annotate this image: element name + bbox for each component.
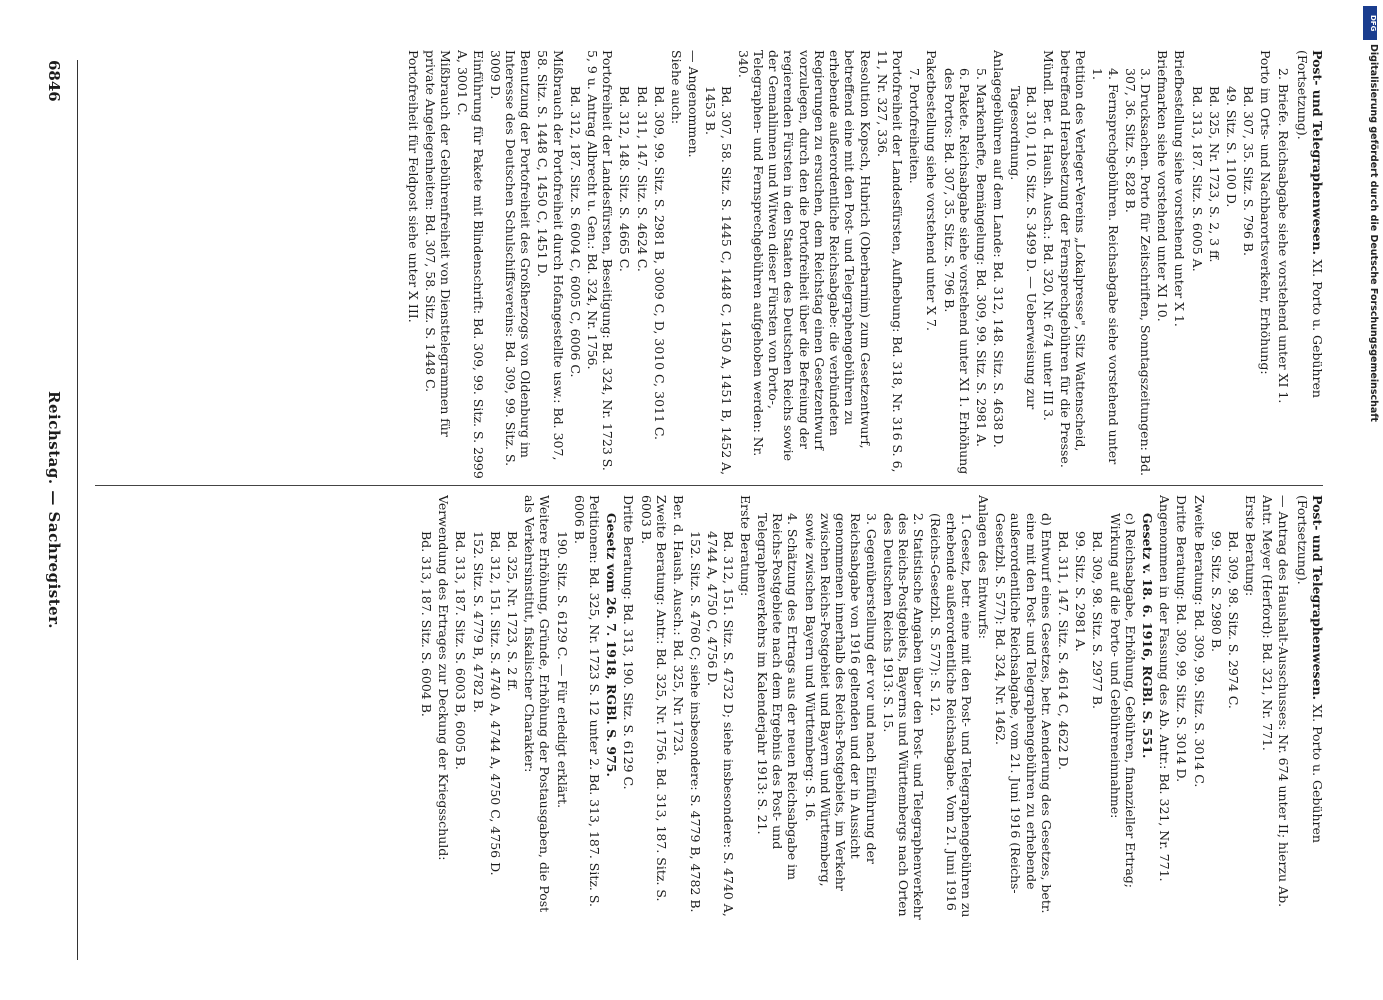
index-entry: 152. Sitz. S. 4779 B, 4782 B.: [470, 531, 486, 713]
index-entry: Erste Beratung:: [737, 495, 753, 597]
index-entry: Anlagen des Entwurfs:: [975, 495, 991, 639]
index-entry: — Angenommen.: [686, 50, 702, 158]
index-entry: c) Reichsabgabe, Erhöhung, Gebühren, finanzieller Ertrag; Wirkung auf die Porto- und Gebühreneinnahme:: [1107, 513, 1138, 888]
index-entry: — Antrag des Haushalt-Ausschusses: Nr. 674 unter II; hierzu Ab. Antr. Meyer (Herford): Bd. 321, Nr. 771.: [1260, 495, 1291, 908]
index-entry: Bd. 312, 151. Sitz. S. 4740 A, 4744 A, 4750 C, 4756 D.: [487, 531, 503, 876]
running-head: [39, 60, 63, 960]
index-entry: 190. Sitz. S. 6129 C. — Für erledigt erklärt.: [554, 531, 570, 809]
left-heading-title: Post- und Telegraphenwesen.: [1310, 495, 1325, 700]
index-entry: Porto im Orts- und Nachbarortsverkehr, Erhöhung:: [1258, 50, 1274, 375]
right-heading-title: Post- und Telegraphenwesen.: [1310, 50, 1325, 255]
index-entry: Bd. 312, 151. Sitz. S. 4732 D; siehe insbesondere: S. 4740 A, 4744 A, 4750 C, 4756 D.: [705, 531, 736, 917]
index-entry: 4. Schätzung des Ertrags aus der neuen Reichsabgabe im Reichs-Postgebiete nach dem Ergebnis des Post- und Telegraphenverkehrs im Kalenderjahr 1913: S. 21.: [755, 513, 801, 880]
header-rule: [77, 60, 78, 960]
index-entry: Ber. d. Haush. Ausch.: Bd. 325, Nr. 1723.: [671, 495, 687, 756]
index-entry: 3. Drucksachen. Porto für Zeitschriften, Sonntagszeitungen: Bd. 307, 36. Sitz. S. 828 B.: [1122, 68, 1153, 476]
index-entry: Anlagegebühren auf dem Lande: Bd. 312, 148. Sitz. S. 4638 D.: [991, 50, 1007, 448]
index-entry: Petitionen: Bd. 325, Nr. 1723 S. 12 unter 2. Bd. 313, 187. Sitz. S. 6006 B.: [571, 495, 603, 907]
running-title: Reichstag. — Sachregister.: [45, 391, 63, 629]
index-entry: Briefbestellung siehe vorstehend unter X 1.: [1172, 50, 1188, 327]
index-entry: Bd. 309, 99. Sitz. S. 2981 B, 3009 C, D, 3010 C, 3011 C.: [651, 86, 667, 440]
index-entry: Angenommen in der Fassung des Ab. Antr.: Bd. 321, Nr. 771.: [1157, 495, 1173, 882]
index-entry: Dritte Beratung: Bd. 309, 99. Sitz. S. 3014 D.: [1174, 495, 1190, 783]
index-entry: Bd. 312, 187. Sitz. S. 6004 C, 6005 C, 6006 C.: [567, 86, 583, 378]
index-entry: d) Entwurf eines Gesetzes, betr. Aenderung des Gesetzes, betr. eine mit den Post- und Telegraphengebühren zu erhebende außerordentliche Reichsabgabe, vom 21. Juni 1916 (Reichs-Gesetzbl. S. 577): Bd. 324, Nr. 1462.: [993, 513, 1054, 914]
index-entry: Petition des Verleger-Vereins „Lokalpresse", Sitz Wattenscheid, betreffend Herabsetzung der Fernsprechgebühren für die Presse.: [1057, 50, 1089, 468]
index-entry: Bd. 313, 187. Sitz. S. 6005 A.: [1189, 86, 1205, 272]
index-entry: 99. Sitz. S. 2981 A.: [1073, 531, 1089, 652]
left-column-heading: [1295, 495, 1325, 925]
index-entry: Bd. 309, 98. Sitz. S. 2974 C.: [1225, 531, 1241, 709]
right-column: [90, 50, 1325, 480]
index-entry: 49. Sitz. S. 1100 D.: [1223, 86, 1239, 208]
index-entry: Bd. 312, 148. Sitz. S. 4665 C.: [617, 86, 633, 272]
index-entry: 6. Pakete. Reichsabgabe siehe vorstehend unter XI 1. Erhöhung des Portos: Bd. 307, 35. Sitz. S. 796 B.: [941, 68, 972, 475]
left-heading-subtitle: XI. Porto u. Gebühren (Fortsetzung).: [1294, 495, 1325, 843]
index-entry: Bd. 307, 58. Sitz. S. 1445 C, 1448 C, 1450 A, 1451 B, 1452 A, 1453 B.: [703, 86, 734, 476]
index-entry: Bd. 311, 147. Sitz. S. 4624 C.: [634, 86, 650, 272]
index-entry: 2. Briefe. Reichsabgabe siehe vorstehend unter XI 1.: [1275, 68, 1291, 404]
index-entry: Einführung für Pakete mit Blindenschrift: Bd. 309, 99. Sitz. S. 2999 A, 3001 C.: [455, 50, 486, 479]
left-column: [90, 495, 1325, 925]
left-column-entries: [419, 495, 1291, 925]
index-entry: Benutzung der Portofreiheit des Großherzogs von Oldenburg im Interesse des Deutschen Schulschiffsvereins: Bd. 309, 99. Sitz. S. 3009 D.: [487, 50, 534, 467]
dfg-logo: DFG: [1363, 6, 1377, 40]
index-entry: 4. Fernsprechgebühren. Reichsabgabe siehe vorstehend unter 1.: [1090, 68, 1121, 465]
right-column-heading: [1295, 50, 1325, 480]
index-entry: Weitere Erhöhung, Gründe, Erhöhung der Postausgaben, die Post als Verkehrsinstitut, fiskalischer Charakter:: [522, 495, 553, 913]
index-entry: Bd. 313, 187. Sitz. S. 6003 B, 6005 B.: [453, 531, 469, 770]
index-entry: Mündl. Ber. d. Haush. Ausch.: Bd. 320, Nr. 674 unter III 3.: [1040, 50, 1056, 421]
index-entry: 99. Sitz. S. 2980 B.: [1208, 531, 1224, 652]
index-entry: Portofreiheit der Landesfürsten, Aufhebung: Bd. 318, Nr. 316 S. 6, 11, Nr. 327, 336.: [874, 50, 905, 473]
index-entry: Briefmarken siehe vorstehend unter XI 10.: [1155, 50, 1171, 322]
index-entry: Gesetz v. 18. 6. 1916, RGBl. S. 551.: [1139, 513, 1155, 759]
digitization-credit: Digitalisierung gefördert durch die Deutsche Forschungsgemeinschaft: [1368, 44, 1379, 422]
column-divider: [95, 485, 1323, 486]
index-entry: Bd. 310, 110. Sitz. S. 3499 D. — Ueberweisung zur Tagesordnung.: [1008, 86, 1039, 410]
index-entry: Portofreiheit der Landesfürsten, Beseitigung: Bd. 324, Nr. 1723 S. 5, 9 u. Antrag Albrecht u. Gen.: Bd. 324, Nr. 1756.: [585, 50, 616, 471]
index-entry: Bd. 325, Nr. 1723, S. 2 ff.: [505, 531, 521, 692]
index-entry: 2. Statistische Angaben über den Post- und Telegraphenverkehr des Reichs-Postgebiets, Bayerns und Württembergs nach Orten des Deutschen Reichs 1913: S. 15.: [880, 513, 927, 920]
index-entry: Bd. 307, 35. Sitz. S. 796 B.: [1241, 86, 1257, 256]
index-entry: Bd. 325, Nr. 1723, S. 2, 3 ff.: [1206, 86, 1222, 263]
index-entry: Zweite Beratung: Bd. 309, 99. Sitz. S. 3014 C.: [1191, 495, 1207, 788]
index-entry: 5. Markenhefte, Bemängelung: Bd. 309, 99. Sitz. S. 2981 A.: [973, 68, 989, 447]
index-entry: 1. Gesetz, betr. eine mit den Post- und Telegraphengebühren zu erhebende außerordentliche Reichsabgabe. Vom 21. Juni 1916 (Reichs-Gesetzbl. S. 577): S. 12.: [928, 513, 974, 918]
index-entry: Siehe auch:: [669, 50, 685, 125]
index-entry: Mißbrauch der Gebührenfreiheit von Diensttelegrammen für private Angelegenheiten: Bd. 307, 58. Sitz. S. 1448 C.: [423, 50, 454, 437]
index-entry: Dritte Beratung: Bd. 313, 190. Sitz. S. 6129 C.: [621, 495, 637, 790]
index-entry: Bd. 313, 187. Sitz. S. 6004 B.: [419, 531, 435, 717]
index-entry: Verwendung des Ertrages zur Deckung der Kriegsschuld:: [436, 495, 452, 861]
index-entry: Paketbestellung siehe vorstehend unter X 7.: [924, 50, 940, 331]
index-entry: Mißbrauch der Portofreiheit durch Hofangestellte usw.: Bd. 307, 58. Sitz. S. 1448 C, 1450 C, 1451 D.: [535, 50, 566, 461]
index-entry: 3. Gegenüberstellung der vor und nach Einführung der Reichsabgabe von 1916 geltenden und der in Aussicht genommenen innerhalb des Reichs-Postgebiets, im Verkehr zwischen Reichs-Postgebiet und Bayern und Württemberg, sowie zwischen Bayern und Württemberg: S. 16.: [802, 513, 879, 891]
page-number: 6846: [45, 60, 63, 102]
index-entry: Zweite Beratung: Antr.: Bd. 325, Nr. 1756. Bd. 313, 187. Sitz. S. 6003 B.: [638, 495, 669, 902]
index-entry: Resolution Kopsch, Hubrich (Oberbarnim) zum Gesetzentwurf, betreffend eine mit den Post- und Telegraphengebühren zu erhebende außerordentliche Reichsabgabe: die verbündeten Regierungen zu ersuchen, dem Reichstag einen Gesetzentwurf vorzulegen, durch den die Portofreiheit über die Befreiung der regierenden Fürsten in den Staaten des Deutschen Reichs sowie der Gemahlinnen und Witwen dieser Fürsten von Porto-, Telegraphen- und Fernsprechgebühren aufgehoben werden: Nr. 340.: [735, 50, 873, 462]
index-entry: 7. Portofreiheiten.: [907, 68, 923, 184]
index-entry: 152. Sitz. S. 4760 C; siehe insbesondere: S. 4779 B, 4782 B.: [688, 531, 704, 913]
index-entry: Bd. 311, 147. Sitz. S. 4614 C, 4622 D.: [1055, 531, 1071, 771]
right-column-entries: [406, 50, 1291, 480]
index-entry: Bd. 309, 98. Sitz. S. 2977 B.: [1090, 531, 1106, 709]
index-entry: Gesetz vom 26. 7. 1918, RGBl. S. 975.: [604, 513, 620, 777]
right-heading-subtitle: XI. Porto u. Gebühren (Fortsetzung).: [1294, 50, 1325, 398]
index-entry: Erste Beratung:: [1243, 495, 1259, 597]
index-entry: Portofreiheit für Feldpost siehe unter X III.: [405, 50, 421, 323]
